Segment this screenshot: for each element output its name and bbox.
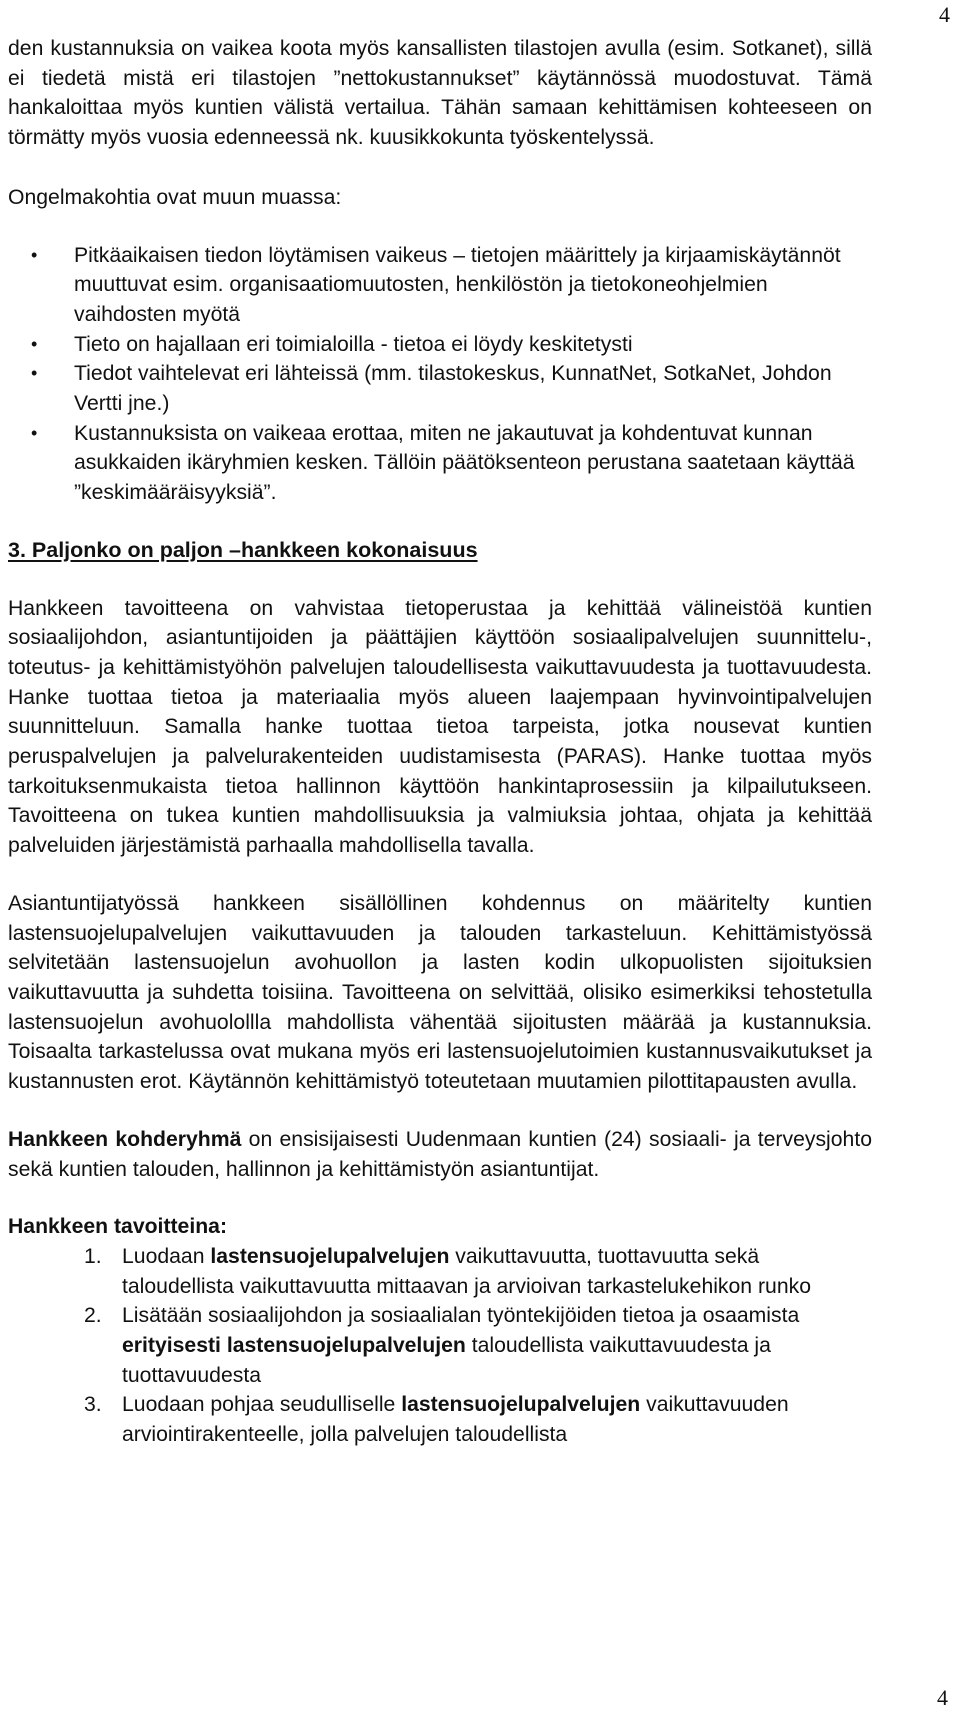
goal-text: Lisätään sosiaalijohdon ja sosiaalialan työntekijöiden tietoa ja osaamista bbox=[122, 1304, 800, 1328]
list-item bbox=[8, 1301, 872, 1390]
goal-emphasis: erityisesti lastensuojelupalvelujen bbox=[122, 1334, 466, 1358]
goal-text: Luodaan bbox=[122, 1244, 211, 1268]
list-item bbox=[8, 1242, 872, 1301]
document-body bbox=[8, 34, 872, 1450]
problems-list bbox=[8, 241, 872, 508]
section-heading: 3. Paljonko on paljon –hankkeen kokonaisuus bbox=[8, 537, 478, 562]
goal-number: 2. bbox=[84, 1304, 102, 1328]
goal-text: vaikuttavuuden arviointirakenteelle, jolla palvelujen taloudellista bbox=[122, 1393, 789, 1447]
list-item: • Tieto on hajallaan eri toimialoilla - tietoa ei löydy keskitetysti bbox=[8, 330, 872, 360]
problems-intro: Ongelmakohtia ovat muun muassa: bbox=[8, 185, 342, 209]
goal-emphasis: lastensuojelupalvelujen bbox=[401, 1393, 641, 1417]
intro-paragraph: den kustannuksia on vaikea koota myös kansallisten tilastojen avulla (esim. Sotkanet), sillä ei tiedetä mistä eri tilastojen ”nettokustannukset” käytännössä muodostuvat. Tämä hankaloittaa myös kuntien välistä vertailua. Tähän samaan kehittämisen kohteeseen on törmätty myös vuosia edenneessä nk. kuusikkokunta työskentelyssä. bbox=[8, 37, 872, 150]
list-item: • Tiedot vaihtelevat eri lähteissä (mm. tilastokeskus, KunnatNet, SotkaNet, Johdon Vertti jne.) bbox=[8, 359, 872, 418]
goal-text: taloudellista vaikuttavuudesta ja tuottavuudesta bbox=[122, 1334, 771, 1387]
page-number-top: 4 bbox=[939, 2, 950, 27]
target-group-paragraph bbox=[8, 1125, 872, 1184]
list-item: • Pitkäaikaisen tiedon löytämisen vaikeus – tietojen määrittely ja kirjaamiskäytännöt muuttuvat esim. organisaatiomuutosten, henkilöstön ja tietokoneohjelmien vaihdosten myötä bbox=[8, 241, 872, 330]
goal-text: Luodaan pohjaa seudulliselle bbox=[122, 1393, 402, 1417]
goal-text: vaikuttavuutta, tuottavuutta sekä taloudellista vaikuttavuutta mittaavan ja arvioivan tarkastelukehikon runko bbox=[122, 1244, 811, 1298]
focus-paragraph: Asiantuntijatyössä hankkeen sisällöllinen kohdennus on määritelty kuntien lastensuojelupalvelujen vaikuttavuuden ja talouden tarkasteluun. Kehittämistyössä selvitetään lastensuojelun avohuollon ja lasten kodin ulkopuolisten sijoituksien vaikuttavuutta ja suhdetta toisiina. Tavoitteena on selvittää, olisiko esimerkiksi tehostetulla lastensuojelun avohuolollla mahdollista vähentää sijoitusten määrää ja kustannuksia. Toisaalta tarkastelussa ovat mukana myös eri lastensuojelutoimien kustannusvaikutukset ja kustannusten erot. Käytännön kehittämistyö toteutetaan muutamien pilottitapausten avulla. bbox=[8, 891, 872, 1094]
page-number-bottom: 4 bbox=[937, 1685, 948, 1710]
goal-number: 3. bbox=[84, 1393, 102, 1417]
goals-list bbox=[8, 1242, 872, 1450]
goal-emphasis: lastensuojelupalvelujen bbox=[210, 1244, 450, 1268]
list-item bbox=[8, 1390, 872, 1449]
goal-number: 1. bbox=[84, 1244, 102, 1268]
list-item: • Kustannuksista on vaikeaa erottaa, miten ne jakautuvat ja kohdentuvat kunnan asukkaiden ikäryhmien kesken. Tällöin päätöksenteon perustana saatetaan käyttää ”keskimääräisyyksiä”. bbox=[8, 419, 872, 508]
target-group-text: on ensisijaisesti Uudenmaan kuntien (24) sosiaali- ja terveysjohto sekä kuntien talouden, hallinnon ja kehittämistyön asiantuntijat. bbox=[8, 1127, 872, 1181]
goals-heading: Hankkeen tavoitteina: bbox=[8, 1215, 228, 1239]
goal-paragraph: Hankkeen tavoitteena on vahvistaa tietoperustaa ja kehittää välineistöä kuntien sosiaalijohdon, asiantuntijoiden ja päättäjien käyttöön sosiaalipalvelujen suunnittelu-, toteutus- ja kehittämistyöhön palvelujen taloudellisesta vaikuttavuudesta ja tuottavuudesta. Hanke tuottaa tietoa ja materiaalia myös alueen laajempaan hyvinvointipalvelujen suunnitteluun. Samalla hanke tuottaa tietoa tarpeista, jotka nousevat kuntien peruspalvelujen ja palvelurakenteiden uudistamisesta (PARAS). Hanke tuottaa myös tarkoituksenmukaista tietoa hallinnon käyttöön hankintaprosessiin ja kilpailutukseen. Tavoitteena on tukea kuntien mahdollisuuksia ja valmiuksia johtaa, ohjata ja kehittää palveluiden järjestämistä parhaalla mahdollisella tavalla. bbox=[8, 596, 872, 858]
target-group-label: Hankkeen kohderyhmä bbox=[8, 1127, 242, 1151]
